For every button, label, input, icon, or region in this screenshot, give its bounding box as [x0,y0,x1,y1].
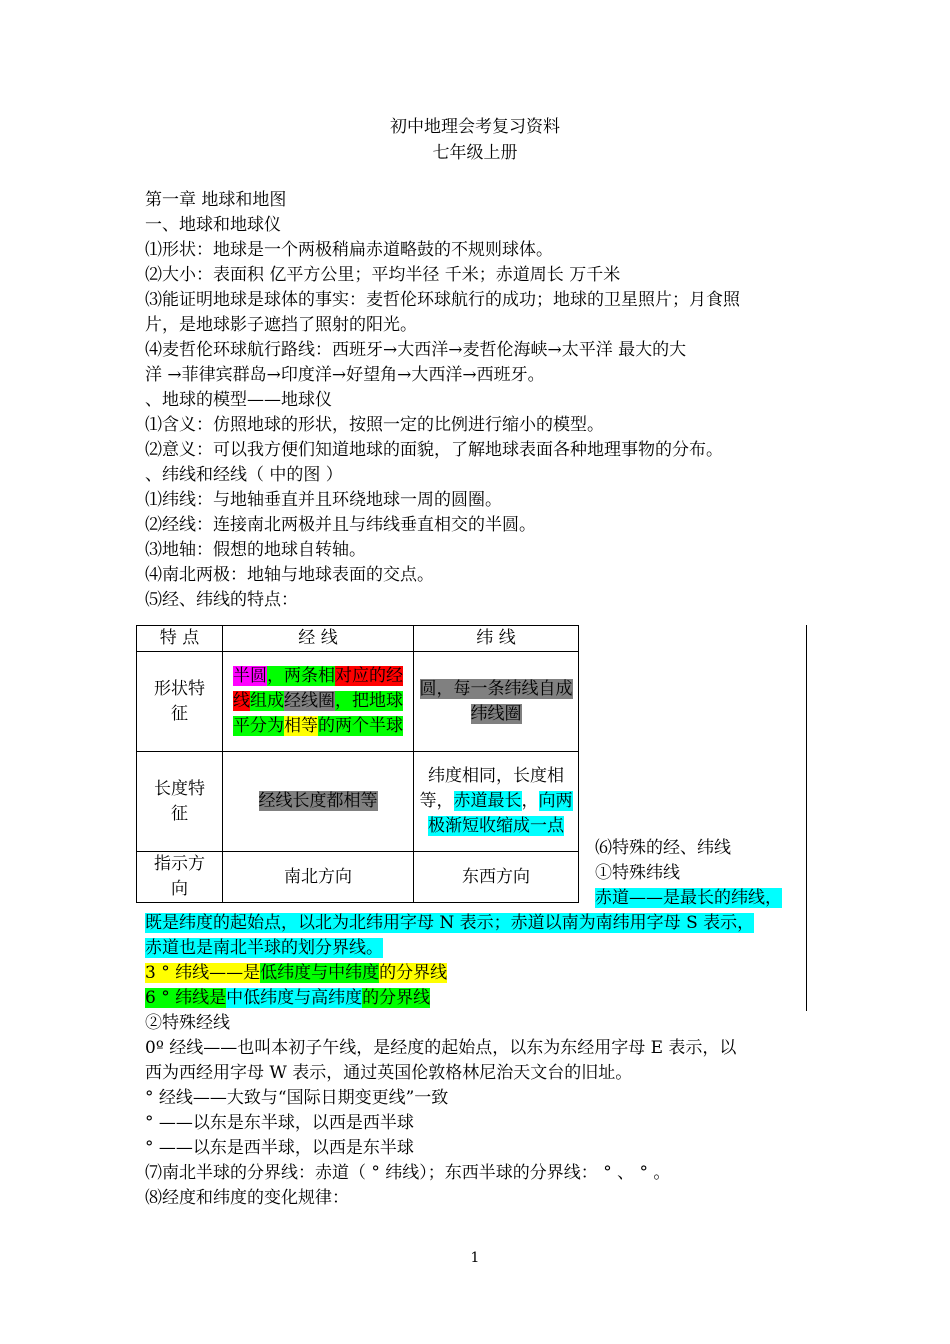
table-header: 经 线 [223,626,414,652]
table-row [137,752,579,852]
table-cell: 纬度相同，长度相等，赤道最长，向两极渐短收缩成一点 [414,752,579,852]
table-cell: 圆，每一条纬线自成纬线圈 [414,652,579,752]
page-subtitle: 七年级上册 [432,143,518,163]
feature-table [136,625,579,903]
table-header-row [137,626,579,652]
text-line: ° ——以东是东半球，以西是西半球 [145,1113,414,1133]
text-line: 赤道也是南北半球的划分界线。 [145,938,383,958]
table-row [137,652,579,752]
text-line: ⑺南北半球的分界线：赤道（ ° 纬线）；东西半球的分界线： ° 、 ° 。 [145,1163,671,1183]
margin-rule [806,625,807,1011]
text-line: ⑵经线：连接南北两极并且与纬线垂直相交的半圆。 [145,515,536,535]
text-line: 既是纬度的起始点，以北为北纬用字母 N 表示；赤道以南为南纬用字母 S 表示， [145,913,755,933]
text-line: ⑴纬线：与地轴垂直并且环绕地球一周的圆圈。 [145,490,502,510]
section-heading-6: ⑹特殊的经、纬线 [595,838,731,858]
text-line: ° 经线——大致与“国际日期变更线”一致 [145,1088,449,1108]
text-line: 西为西经用字母 W 表示，通过英国伦敦格林尼治天文台的旧址。 [145,1063,633,1083]
text-line: ⑻经度和纬度的变化规律： [145,1188,349,1208]
page-number: 1 [470,1250,480,1266]
text-line: 6 ° 纬线是中低纬度与高纬度的分界线 [145,988,431,1008]
row-label: 指示方向 [137,852,223,903]
text-line: ⑵大小：表面积 亿平方公里；平均半径 千米；赤道周长 万千米 [145,265,621,285]
section-heading-2: 、地球的模型——地球仪 [145,390,332,410]
text-line: ⑶能证明地球是球体的事实：麦哲伦环球航行的成功；地球的卫星照片；月食照 [145,290,740,310]
table-cell: 东西方向 [414,852,579,903]
section-heading-3: 、纬线和经线（ 中的图 ） [145,465,343,485]
text-line: 片，是地球影子遮挡了照射的阳光。 [145,315,417,335]
table-header: 纬 线 [414,626,579,652]
table-header: 特 点 [137,626,223,652]
text-line: ° ——以东是西半球，以西是东半球 [145,1138,414,1158]
table-row [137,852,579,903]
text-line: ⑵意义：可以我方便们知道地球的面貌，了解地球表面各种地理事物的分布。 [145,440,723,460]
table-cell: 半圆，两条相对应的经线组成经线圈，把地球平分为相等的两个半球 [223,652,414,752]
text-line: 3 ° 纬线——是低纬度与中纬度的分界线 [145,963,448,983]
table-cell: 经线长度都相等 [223,752,414,852]
text-line: ⑴形状：地球是一个两极稍扁赤道略鼓的不规则球体。 [145,240,553,260]
row-label: 形状特征 [137,652,223,752]
subheading: ①特殊纬线 [595,863,680,883]
row-label: 长度特征 [137,752,223,852]
chapter-heading: 第一章 地球和地图 [145,190,287,210]
text-line: ⑴含义：仿照地球的形状，按照一定的比例进行缩小的模型。 [145,415,604,435]
table-cell: 南北方向 [223,852,414,903]
text-line: ⑷南北两极：地轴与地球表面的交点。 [145,565,434,585]
text-line: ⑶地轴：假想的地球自转轴。 [145,540,366,560]
text-line: ⑸经、纬线的特点： [145,590,298,610]
subheading: ②特殊经线 [145,1013,230,1033]
text-line: ⑷麦哲伦环球航行路线：西班牙→大西洋→麦哲伦海峡→太平洋 最大的大 [145,340,687,360]
text-line: 0º 经线——也叫本初子午线，是经度的起始点，以东为东经用字母 E 表示，以 [145,1038,737,1058]
section-heading-1: 一、地球和地球仪 [145,215,281,235]
text-line: 赤道——是最长的纬线， [595,888,782,908]
text-line: 洋 →菲律宾群岛→印度洋→好望角→大西洋→西班牙。 [145,365,545,385]
page-title: 初中地理会考复习资料 [390,117,560,137]
